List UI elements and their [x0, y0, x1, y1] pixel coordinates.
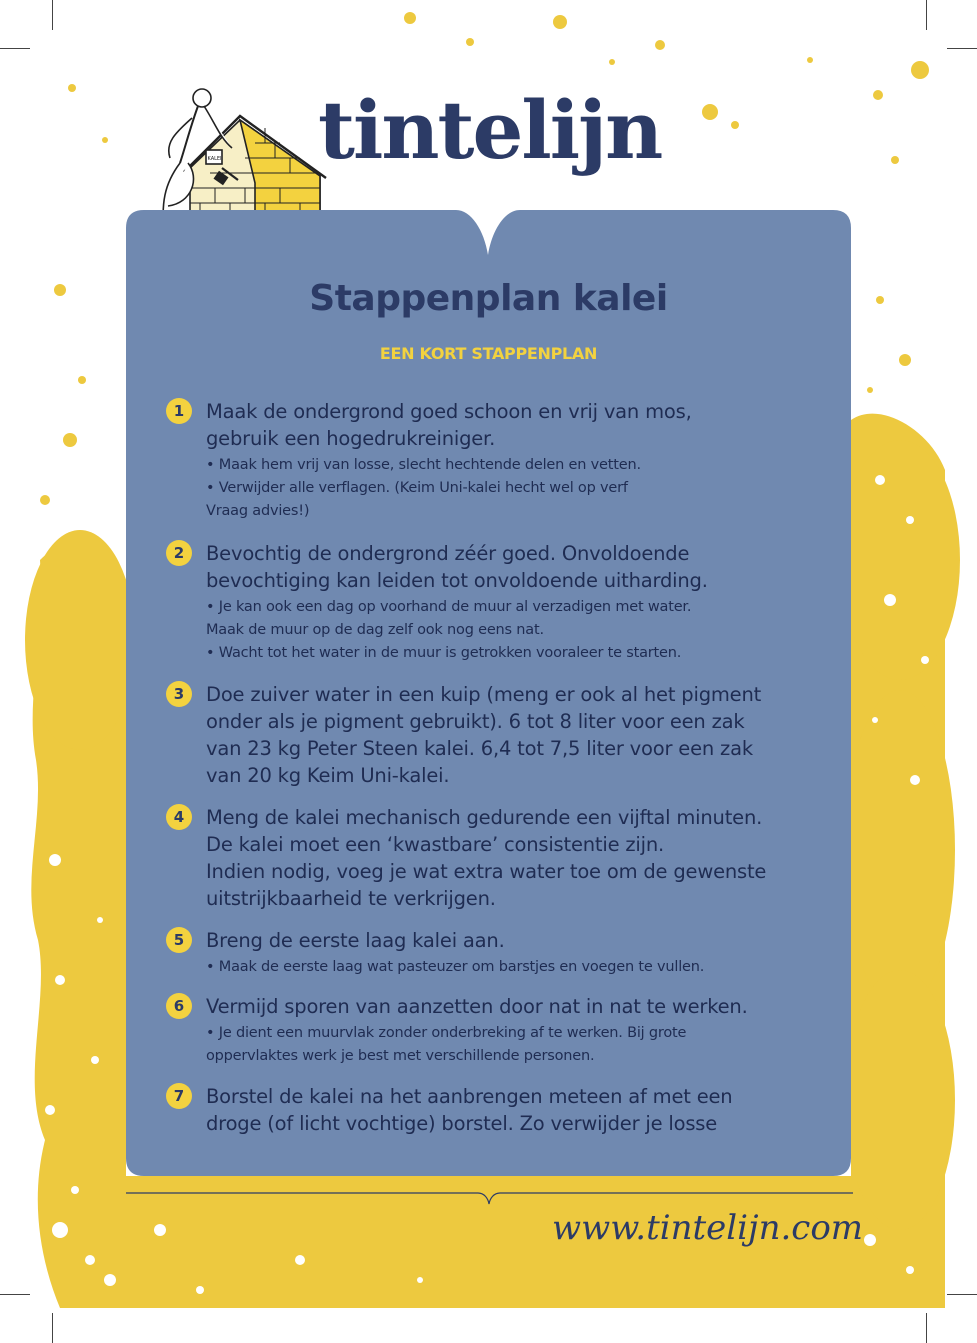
step-text: Breng de eerste laag kalei aan.: [206, 929, 505, 952]
step-number-badge: 1: [166, 398, 192, 424]
step-text: Vermijd sporen van aanzetten door nat in nat te werken.: [206, 995, 748, 1018]
footer-divider: [126, 1188, 853, 1208]
step-bullet: • Je dient een muurvlak zonder onderbreking af te werken. Bij grote oppervlaktes werk je best met verschillende personen.: [206, 1025, 687, 1064]
step-text: Maak de ondergrond goed schoon en vrij van mos, gebruik een hogedrukreiniger.: [206, 400, 692, 450]
step-1: [166, 398, 826, 523]
bucket-label: KALEI: [207, 156, 222, 162]
step-text: Doe zuiver water in een kuip (meng er ook al het pigment onder als je pigment gebruikt). 6 tot 8 liter voor een zak van 23 kg Peter Steen kalei. 6,4 tot 7,5 liter voor een zak van 20 kg Keim Uni-kalei.: [206, 683, 762, 787]
step-number-badge: 5: [166, 927, 192, 953]
step-2: [166, 540, 826, 665]
step-number-badge: 3: [166, 681, 192, 707]
step-bullet: • Maak hem vrij van losse, slecht hechtende delen en vetten.: [206, 457, 641, 473]
step-number-badge: 6: [166, 993, 192, 1019]
step-7: [166, 1083, 826, 1137]
step-bullet: • Wacht tot het water in de muur is getrokken vooraleer te starten.: [206, 645, 682, 661]
step-number-badge: 2: [166, 540, 192, 566]
page-subtitle: EEN KORT STAPPENPLAN: [379, 344, 598, 363]
brand-logo: tintelijn: [318, 83, 662, 177]
step-bullets: [206, 956, 826, 979]
step-bullet: • Maak de eerste laag wat pasteuzer om barstjes en voegen te vullen.: [206, 959, 705, 975]
step-4: [166, 804, 826, 912]
step-bullets: [206, 1022, 826, 1068]
step-bullet: • Je kan ook een dag op voorhand de muur al verzadigen met water. Maak de muur op de dag zelf ook nog eens nat.: [206, 599, 692, 638]
step-bullets: [206, 596, 826, 665]
step-text: Bevochtig de ondergrond zéér goed. Onvoldoende bevochtiging kan leiden tot onvoldoende uitharding.: [206, 542, 708, 592]
step-bullets: [206, 454, 826, 523]
step-text: Meng de kalei mechanisch gedurende een vijftal minuten. De kalei moet een ‘kwastbare’ consistentie zijn. Indien nodig, voeg je wat extra water toe om de gewenste uitstrijkbaarheid te verkrijgen.: [206, 806, 767, 910]
step-bullet: • Verwijder alle verflagen. (Keim Uni-kalei hecht wel op verf Vraag advies!): [206, 480, 628, 519]
website-link[interactable]: www.tintelijn.com: [552, 1208, 864, 1248]
step-number-badge: 4: [166, 804, 192, 830]
page-title: Stappenplan kalei: [309, 278, 668, 319]
step-3: [166, 681, 826, 789]
step-number-badge: 7: [166, 1083, 192, 1109]
step-text: Borstel de kalei na het aanbrengen meteen af met een droge (of licht vochtige) borstel. Zo verwijder je losse: [206, 1085, 733, 1135]
step-5: [166, 927, 826, 979]
step-6: [166, 993, 826, 1068]
